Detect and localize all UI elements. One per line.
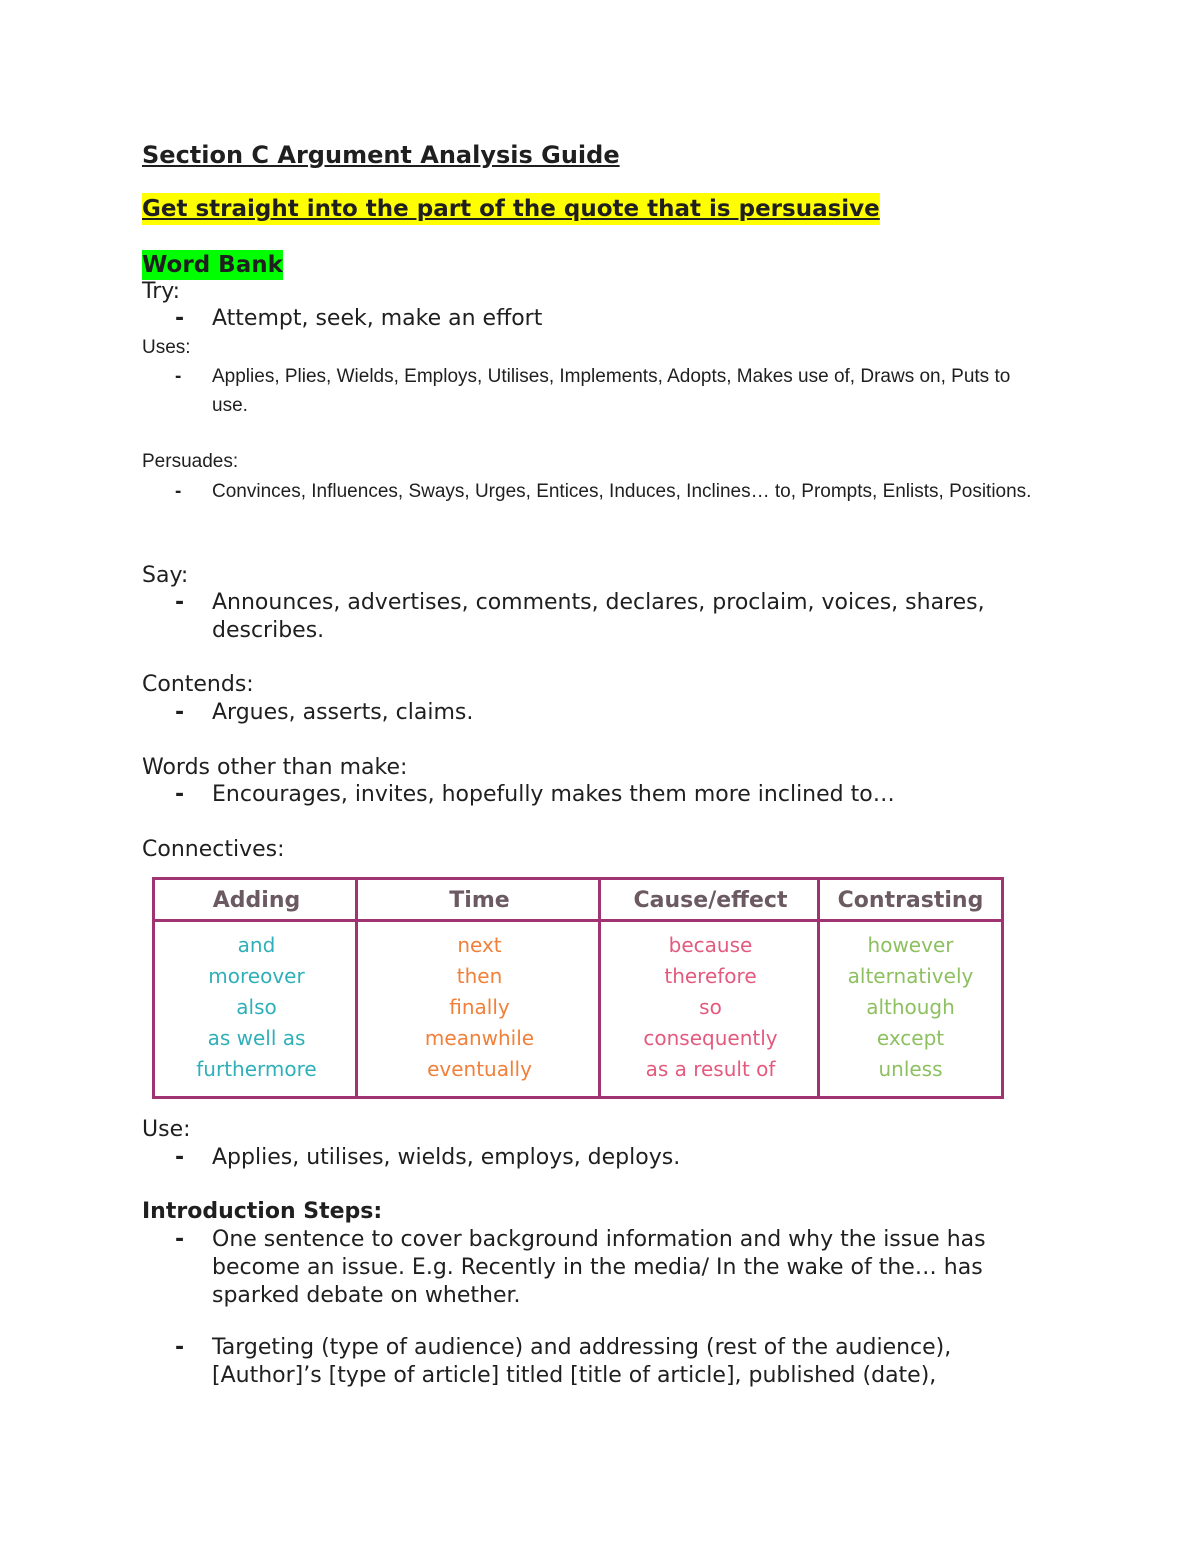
connectives-column-adding (155, 880, 358, 1096)
connectives-column-time (355, 880, 601, 1096)
contends-item-text: Argues, asserts, claims. (212, 700, 474, 725)
connective-word: consequently (643, 1026, 778, 1050)
column-header: Contrasting (820, 880, 1001, 922)
try-item-text: Attempt, seek, make an effort (212, 306, 543, 331)
connectives-column-contrasting (817, 880, 1001, 1096)
bullet-dash: - (175, 590, 185, 615)
connective-word: also (236, 995, 277, 1019)
connectives-column-cause-effect (598, 880, 820, 1096)
make-alternatives-label: Words other than make: (142, 755, 408, 780)
connectives-table (152, 877, 1004, 1099)
word-bank-heading: Word Bank (142, 252, 283, 278)
bullet-dash: - (175, 700, 185, 725)
bullet-dash: - (175, 1335, 185, 1360)
say-label: Say: (142, 563, 189, 588)
connective-word: finally (449, 995, 510, 1019)
introduction-steps-heading: Introduction Steps: (142, 1199, 383, 1224)
introduction-step-text: Targeting (type of audience) and addressing (rest of the audience), [Author]’s [type of article] titled [title of article], published (date), (212, 1335, 952, 1388)
bullet-dash: - (175, 1227, 185, 1252)
bullet-dash: - (175, 481, 182, 502)
connective-word: then (456, 964, 503, 988)
connective-word: as a result of (645, 1057, 776, 1081)
introduction-step-text: One sentence to cover background information and why the issue has become an issue. E.g. Recently in the media/ In the wake of the… has sparked debate on whether. (212, 1227, 986, 1308)
try-label: Try: (142, 279, 181, 304)
connective-word: unless (878, 1057, 943, 1081)
connective-word: because (668, 933, 753, 957)
column-header: Adding (155, 880, 358, 922)
column-header: Cause/effect (601, 880, 820, 922)
connective-word: and (237, 933, 276, 957)
bullet-dash: - (175, 782, 185, 807)
page-title: Section C Argument Analysis Guide (142, 141, 620, 169)
connective-word: although (866, 995, 955, 1019)
make-alternatives-item-text: Encourages, invites, hopefully makes them more inclined to… (212, 782, 895, 807)
contends-label: Contends: (142, 672, 254, 697)
connectives-label: Connectives: (142, 837, 285, 862)
connective-word: however (867, 933, 954, 957)
connective-word: therefore (664, 964, 757, 988)
use-label: Use: (142, 1117, 191, 1142)
persuades-item-text: Convinces, Influences, Sways, Urges, Entices, Induces, Inclines… to, Prompts, Enlists, Positions. (212, 481, 1032, 502)
connective-word: alternatively (847, 964, 974, 988)
connective-word: except (876, 1026, 945, 1050)
bullet-dash: - (175, 366, 182, 387)
connective-word: moreover (208, 964, 305, 988)
highlighted-heading: Get straight into the part of the quote that is persuasive (142, 193, 880, 225)
connective-word: meanwhile (424, 1026, 535, 1050)
connective-word: eventually (427, 1057, 532, 1081)
say-item-text: Announces, advertises, comments, declares, proclaim, voices, shares, describes. (212, 590, 985, 643)
uses-item-text: Applies, Plies, Wields, Employs, Utilises, Implements, Adopts, Makes use of, Draws on, Puts to use. (212, 366, 1011, 416)
bullet-dash: - (175, 306, 185, 331)
column-header: Time (358, 880, 601, 922)
connective-word: so (699, 995, 722, 1019)
use-item-text: Applies, utilises, wields, employs, deploys. (212, 1145, 681, 1170)
persuades-label: Persuades: (142, 451, 239, 472)
connective-word: as well as (207, 1026, 306, 1050)
connective-word: next (457, 933, 502, 957)
uses-label: Uses: (142, 337, 191, 358)
connective-word: furthermore (196, 1057, 317, 1081)
bullet-dash: - (175, 1145, 185, 1170)
